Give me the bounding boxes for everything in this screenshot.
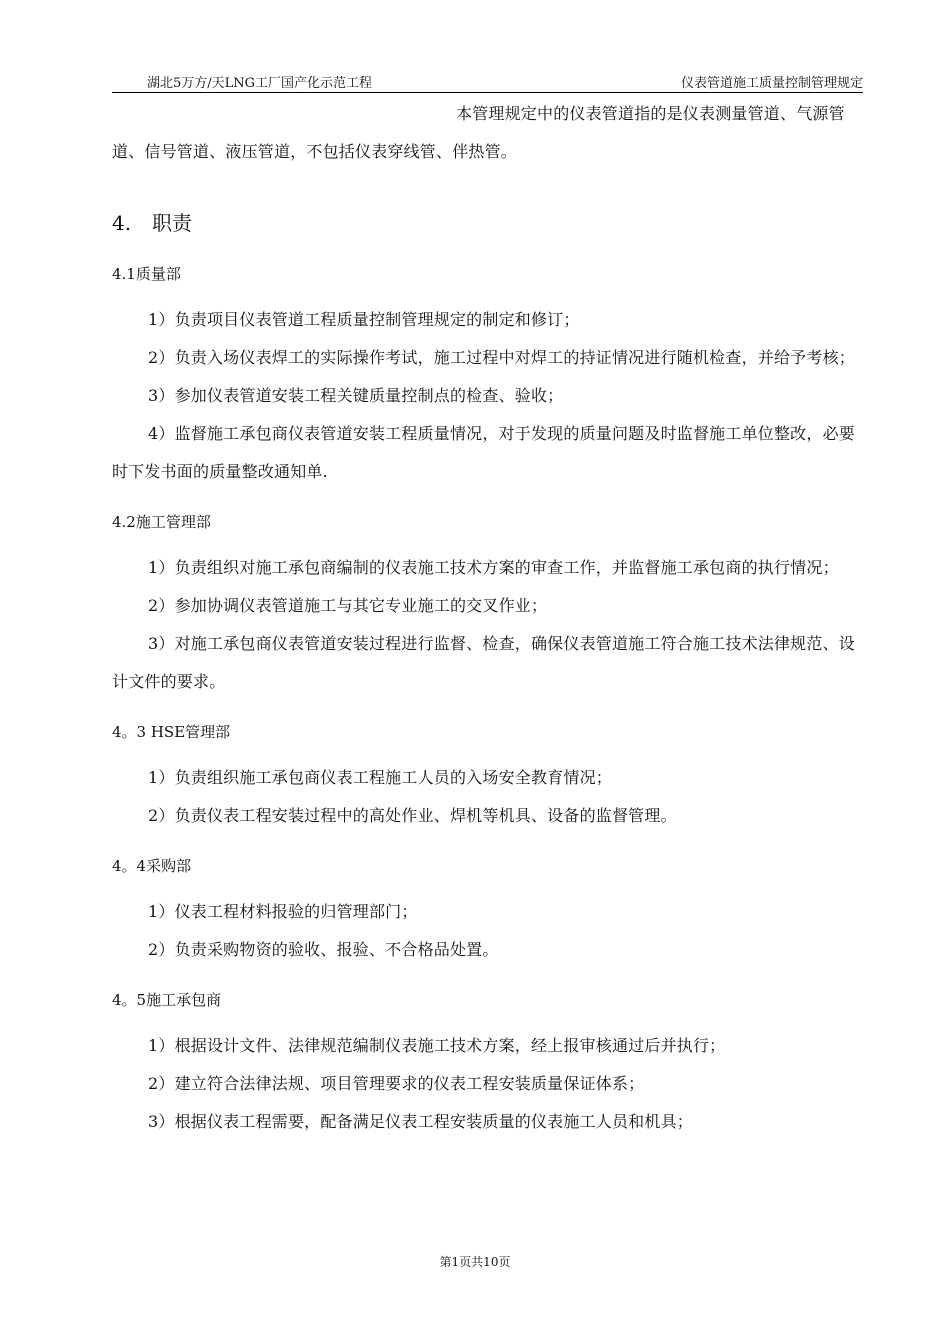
subsection-heading: 4。5施工承包商 (112, 991, 222, 1009)
section-title: 职责 (152, 211, 192, 235)
list-item: 4）监督施工承包商仪表管道安装工程质量情况，对于发现的质量问题及时监督施工单位整改，必要时下发书面的质量整改通知单. (112, 424, 855, 481)
list-item: 1）仪表工程材料报验的归管理部门； (148, 902, 418, 921)
document-body (112, 95, 864, 1141)
subsection-heading: 4。3 HSE管理部 (112, 723, 231, 741)
subsection-heading: 4.1质量部 (112, 265, 181, 283)
page-header (112, 70, 863, 93)
list-item: 2）负责入场仪表焊工的实际操作考试，施工过程中对焊工的持证情况进行随机检查，并给予考核； (148, 348, 855, 367)
subsection-heading: 4.2施工管理部 (112, 513, 211, 531)
subsection-hse (112, 717, 864, 835)
list-item: 1）负责组织对施工承包商编制的仪表施工技术方案的审查工作，并监督施工承包商的执行情况； (148, 558, 839, 577)
subsection-construction (112, 507, 864, 701)
subsection-contractor (112, 985, 864, 1141)
intro-paragraph: 本管理规定中的仪表管道指的是仪表测量管道、气源管道、信号管道、液压管道，不包括仪表穿线管、伴热管。 (112, 104, 845, 161)
list-item: 2）负责采购物资的验收、报验、不合格品处置。 (148, 940, 499, 959)
list-item: 1）负责组织施工承包商仪表工程施工人员的入场安全教育情况； (148, 768, 612, 787)
subsection-procurement (112, 851, 864, 969)
header-project-title: 湖北5万方/天LNG工厂国产化示范工程 (147, 76, 373, 91)
list-item: 2）建立符合法律法规、项目管理要求的仪表工程安装质量保证体系； (148, 1074, 645, 1093)
list-item: 1）负责项目仪表管道工程质量控制管理规定的制定和修订； (148, 310, 580, 329)
page-number: 第1页共10页 (439, 1255, 511, 1269)
list-item: 3）根据仪表工程需要，配备满足仪表工程安装质量的仪表施工人员和机具； (148, 1112, 693, 1131)
list-item: 3）对施工承包商仪表管道安装过程进行监督、检查，确保仪表管道施工符合施工技术法律规范、设计文件的要求。 (112, 634, 855, 691)
subsection-heading: 4。4采购部 (112, 857, 192, 875)
list-item: 2）负责仪表工程安装过程中的高处作业、焊机等机具、设备的监督管理。 (148, 806, 677, 825)
header-document-title: 仪表管道施工质量控制管理规定 (680, 76, 863, 91)
list-item: 1）根据设计文件、法律规范编制仪表施工技术方案，经上报审核通过后并执行； (148, 1036, 726, 1055)
section-heading (112, 203, 864, 243)
list-item: 3）参加仪表管道安装工程关键质量控制点的检查、验收； (148, 386, 564, 405)
subsection-quality (112, 259, 864, 491)
list-item: 2）参加协调仪表管道施工与其它专业施工的交叉作业； (148, 596, 548, 615)
section-number: 4. (112, 211, 132, 235)
